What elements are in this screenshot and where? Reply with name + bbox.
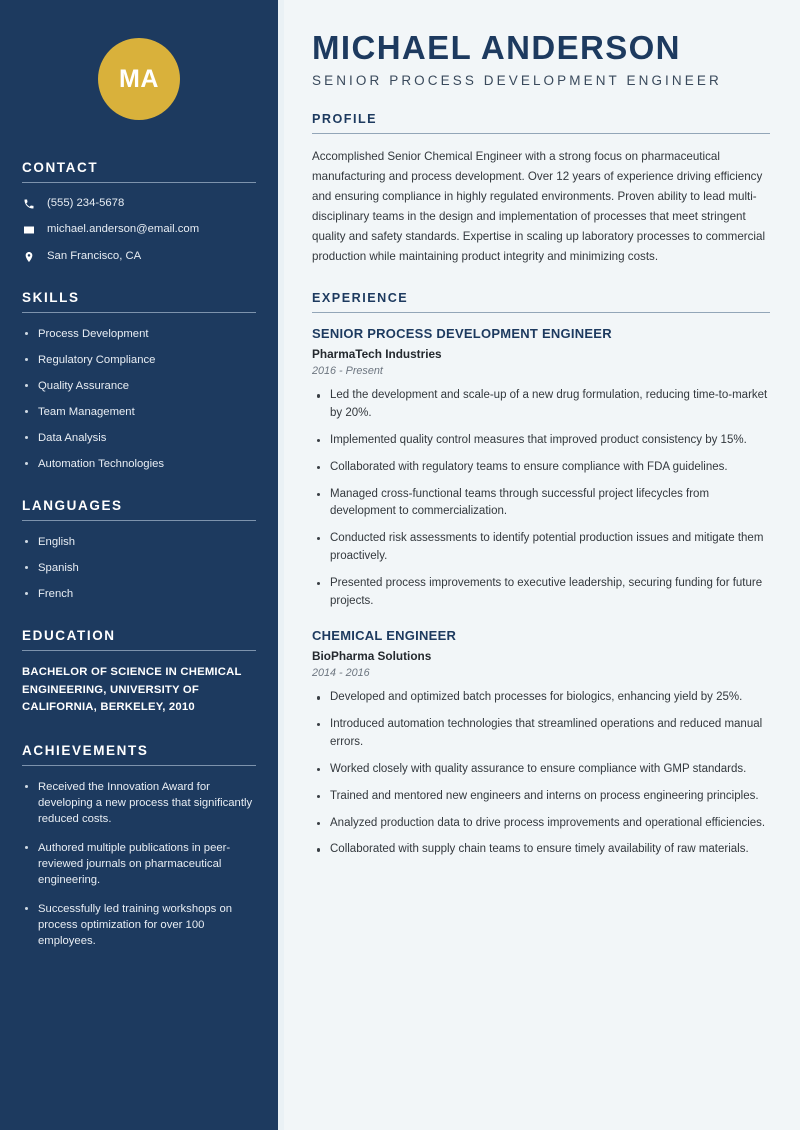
experience-dates: 2014 - 2016	[312, 667, 370, 680]
list-item: Collaborated with supply chain teams to ensure timely availability of raw materials.	[312, 841, 770, 859]
avatar-container	[22, 0, 256, 160]
contact-heading: CONTACT	[22, 160, 99, 175]
list-item: Regulatory Compliance	[22, 352, 256, 368]
list-item: Implemented quality control measures that improved product consistency by 15%.	[312, 432, 770, 450]
list-item: Worked closely with quality assurance to ensure compliance with GMP standards.	[312, 761, 770, 779]
envelope-icon	[22, 223, 36, 237]
list-item: Introduced automation technologies that streamlined operations and reduced manual errors.	[312, 716, 770, 752]
list-item: Team Management	[22, 404, 256, 420]
list-item: Collaborated with regulatory teams to ensure compliance with FDA guidelines.	[312, 459, 770, 477]
achievements-heading: ACHIEVEMENTS	[22, 742, 149, 758]
education-heading: EDUCATION	[22, 628, 116, 644]
list-item: Analyzed production data to drive process improvements and operational efficiencies.	[312, 815, 770, 833]
profile-heading: PROFILE	[312, 111, 378, 126]
main-content	[278, 0, 800, 1130]
achievements-divider	[22, 765, 256, 766]
achievements-list	[22, 779, 256, 949]
experience-heading: EXPERIENCE	[312, 290, 409, 305]
contact-location-value: San Francisco, CA	[47, 249, 142, 262]
contact-item-location[interactable]	[22, 249, 256, 264]
experience-job-title: CHEMICAL ENGINEER	[312, 628, 457, 644]
languages-heading: LANGUAGES	[22, 497, 123, 513]
list-item: Automation Technologies	[22, 456, 256, 472]
list-item: Managed cross-functional teams through successful project lifecycles from development to commercialization.	[312, 486, 770, 522]
experience-job-title: SENIOR PROCESS DEVELOPMENT ENGINEER	[312, 326, 612, 342]
map-pin-icon	[22, 250, 36, 264]
list-item: Authored multiple publications in peer-reviewed journals on pharmaceutical engineering.	[22, 840, 256, 888]
list-item: English	[22, 534, 256, 550]
experience-divider	[312, 312, 770, 313]
avatar: MA	[98, 38, 180, 120]
experience-company: PharmaTech Industries	[312, 347, 442, 362]
experience-dates: 2016 - Present	[312, 365, 383, 378]
sidebar-edge-strip	[278, 0, 284, 1130]
sidebar-section-contact	[22, 160, 256, 264]
sidebar-section-education	[22, 628, 256, 717]
phone-icon	[22, 197, 36, 211]
sidebar-section-skills	[22, 290, 256, 472]
contact-item-phone[interactable]	[22, 196, 256, 211]
sidebar-section-languages	[22, 498, 256, 602]
section-profile	[312, 112, 770, 267]
contact-email-value: michael.anderson@email.com	[47, 223, 200, 236]
list-item: Developed and optimized batch processes for biologics, enhancing yield by 25%.	[312, 689, 770, 707]
list-item: Data Analysis	[22, 430, 256, 446]
contact-item-email[interactable]	[22, 222, 256, 237]
sidebar-section-achievements	[22, 743, 256, 949]
list-item: French	[22, 586, 256, 602]
section-experience	[312, 291, 770, 859]
experience-entry	[312, 326, 770, 610]
profile-divider	[312, 133, 770, 134]
job-subtitle: SENIOR PROCESS DEVELOPMENT ENGINEER	[312, 72, 722, 88]
list-item: Led the development and scale-up of a new drug formulation, reducing time-to-market by 20%.	[312, 387, 770, 423]
languages-divider	[22, 520, 256, 521]
education-divider	[22, 650, 256, 651]
list-item: Presented process improvements to executive leadership, securing funding for future projects.	[312, 575, 770, 611]
skills-heading: SKILLS	[22, 289, 80, 305]
list-item: Quality Assurance	[22, 378, 256, 394]
experience-entry	[312, 628, 770, 859]
contact-divider	[22, 182, 256, 183]
list-item: Successfully led training workshops on process optimization for over 100 employees.	[22, 901, 256, 949]
list-item: Trained and mentored new engineers and interns on process engineering principles.	[312, 788, 770, 806]
experience-bullets	[312, 387, 770, 610]
sidebar	[0, 0, 278, 1130]
list-item: Spanish	[22, 560, 256, 576]
list-item: Conducted risk assessments to identify potential production issues and mitigate them proactively.	[312, 530, 770, 566]
list-item: Process Development	[22, 326, 256, 342]
profile-text: Accomplished Senior Chemical Engineer with a strong focus on pharmaceutical manufacturing and process development. Over 12 years of experience driving efficiency and ensuring compliance in highly regulated environments. Proven ability to lead multi-disciplinary teams in the design and implementation of processes that meet stringent quality and safety standards. Expertise in scaling up laboratory processes to commercial production while maintaining product integrity and minimizing costs.	[312, 150, 766, 264]
skills-list	[22, 326, 256, 472]
experience-company: BioPharma Solutions	[312, 649, 432, 664]
resume-header	[312, 30, 770, 88]
languages-list	[22, 534, 256, 602]
education-degree: BACHELOR OF SCIENCE IN CHEMICAL ENGINEERING, UNIVERSITY OF CALIFORNIA, BERKELEY, 2010	[22, 666, 242, 714]
page-title: MICHAEL ANDERSON	[312, 29, 681, 66]
experience-bullets	[312, 689, 770, 859]
contact-phone-value: (555) 234-5678	[47, 197, 125, 209]
list-item: Received the Innovation Award for developing a new process that significantly reduced costs.	[22, 779, 256, 827]
skills-divider	[22, 312, 256, 313]
